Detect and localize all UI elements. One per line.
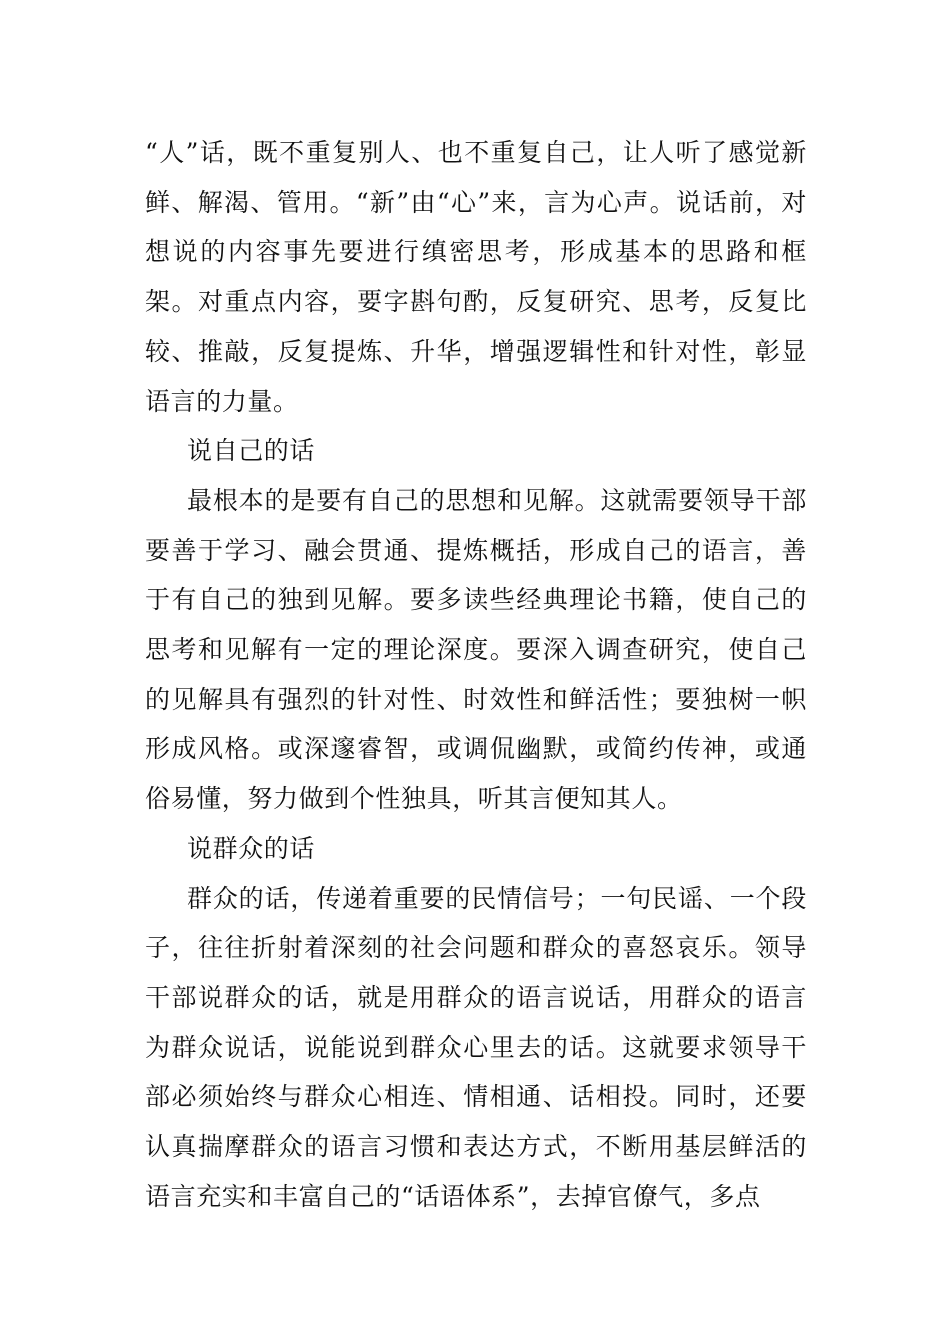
body-paragraph: “人”话，既不重复别人、也不重复自己，让人听了感觉新鲜、解渴、管用。“新”由“心”来，言为心声。说话前，对想说的内容事先要进行缜密思考，形成基本的思路和框架。对重点内容，要字斟句酌，反复研究、思考，反复比较、推敲，反复提炼、升华，增强逻辑性和针对性，彰显语言的力量。 (145, 138, 807, 416)
body-paragraph: 群众的话，传递着重要的民情信号；一句民谣、一个段子，往往折射着深刻的社会问题和群众的喜怒哀乐。领导干部说群众的话，就是用群众的语言说话，用群众的语言为群众说话，说能说到群众心里去的话。这就要求领导干部必须始终与群众心相连、情相通、话相投。同时，还要认真揣摩群众的语言习惯和表达方式，不断用基层鲜活的语言充实和丰富自己的“话语体系”，去掉官僚气，多点 (145, 883, 807, 1211)
document-body (145, 128, 807, 1221)
body-paragraph: 最根本的是要有自己的思想和见解。这就需要领导干部要善于学习、融会贯通、提炼概括，形成自己的语言，善于有自己的独到见解。要多读些经典理论书籍，使自己的思考和见解有一定的理论深度。要深入调查研究，使自己的见解具有强烈的针对性、时效性和鲜活性；要独树一帜形成风格。或深邃睿智，或调侃幽默，或简约传神，或通俗易懂，努力做到个性独具，听其言便知其人。 (145, 485, 807, 814)
section-heading-masses-words: 说群众的话 (187, 833, 316, 863)
section-heading-own-words: 说自己的话 (187, 436, 316, 466)
